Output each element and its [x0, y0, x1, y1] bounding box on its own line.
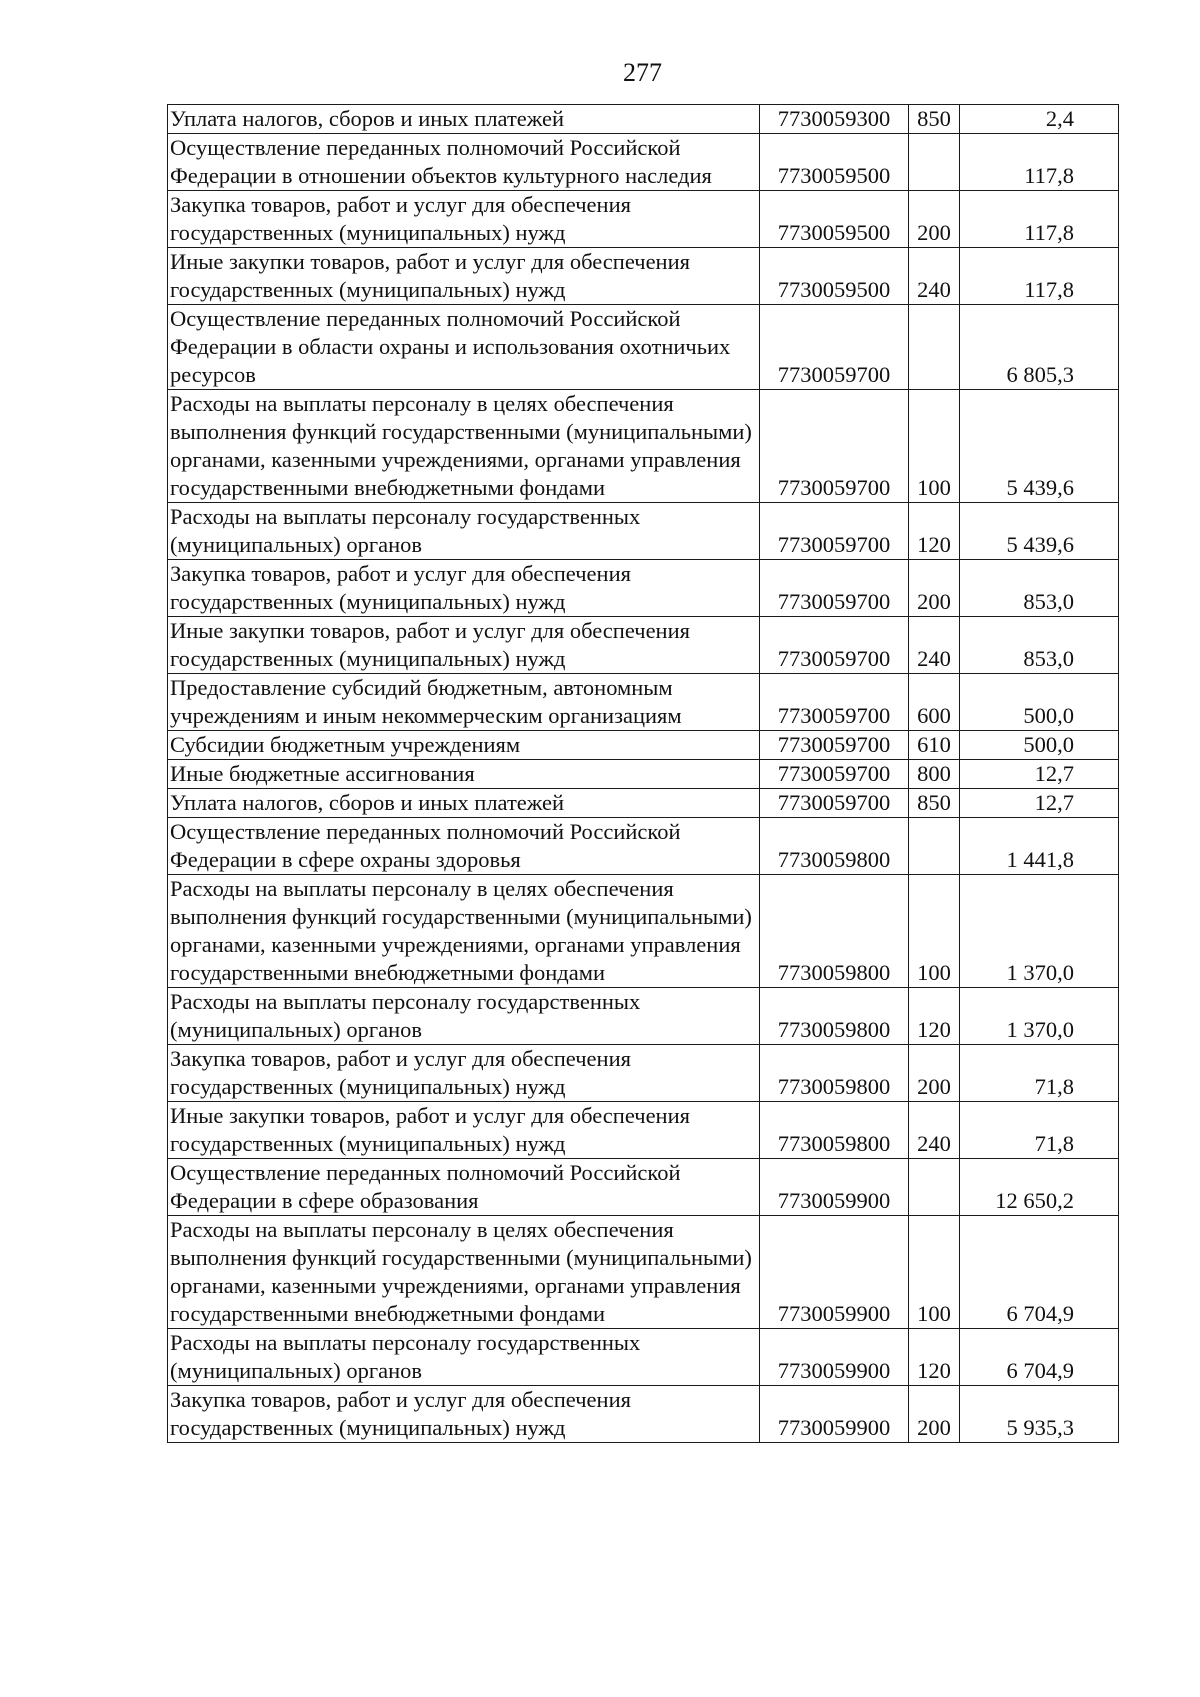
expense-name-cell: Иные бюджетные ассигнования	[168, 760, 760, 789]
table-row	[168, 134, 1119, 191]
expense-name-cell: Расходы на выплаты персоналу государственных (муниципальных) органов	[168, 988, 760, 1045]
table-row	[168, 1045, 1119, 1102]
target-code-cell: 7730059900	[760, 1159, 909, 1216]
table-row	[168, 191, 1119, 248]
amount-cell: 1 370,0	[960, 988, 1119, 1045]
expense-name-cell: Расходы на выплаты персоналу государственных (муниципальных) органов	[168, 1329, 760, 1386]
target-code-cell: 7730059700	[760, 789, 909, 818]
expense-type-cell: 850	[909, 789, 960, 818]
table-row	[168, 818, 1119, 875]
expense-type-cell: 100	[909, 390, 960, 503]
amount-cell: 5 439,6	[960, 503, 1119, 560]
table-row	[168, 1102, 1119, 1159]
target-code-cell: 7730059700	[760, 674, 909, 731]
expense-name-cell: Уплата налогов, сборов и иных платежей	[168, 789, 760, 818]
table-row	[168, 248, 1119, 305]
expense-type-cell: 610	[909, 731, 960, 760]
table-row	[168, 617, 1119, 674]
table-row	[168, 390, 1119, 503]
table-row	[168, 988, 1119, 1045]
expense-name-cell: Закупка товаров, работ и услуг для обеспечения государственных (муниципальных) нужд	[168, 560, 760, 617]
amount-cell: 12,7	[960, 760, 1119, 789]
target-code-cell: 7730059700	[760, 731, 909, 760]
expense-type-cell: 120	[909, 1329, 960, 1386]
expense-name-cell: Расходы на выплаты персоналу в целях обеспечения выполнения функций государственными (муниципальными) органами, казенными учреждениями, органами управления государственными внебюджетными фондами	[168, 875, 760, 988]
budget-table	[167, 104, 1119, 1443]
expense-type-cell	[909, 305, 960, 390]
expense-type-cell	[909, 1159, 960, 1216]
amount-cell: 853,0	[960, 560, 1119, 617]
amount-cell: 117,8	[960, 248, 1119, 305]
amount-cell: 1 441,8	[960, 818, 1119, 875]
expense-type-cell: 850	[909, 105, 960, 134]
expense-name-cell: Предоставление субсидий бюджетным, автономным учреждениям и иным некоммерческим организациям	[168, 674, 760, 731]
target-code-cell: 7730059300	[760, 105, 909, 134]
amount-cell: 6 704,9	[960, 1329, 1119, 1386]
expense-type-cell	[909, 134, 960, 191]
expense-type-cell: 240	[909, 1102, 960, 1159]
target-code-cell: 7730059700	[760, 305, 909, 390]
expense-type-cell: 120	[909, 988, 960, 1045]
expense-type-cell: 240	[909, 248, 960, 305]
amount-cell: 1 370,0	[960, 875, 1119, 988]
target-code-cell: 7730059500	[760, 248, 909, 305]
expense-type-cell: 240	[909, 617, 960, 674]
amount-cell: 71,8	[960, 1102, 1119, 1159]
target-code-cell: 7730059500	[760, 134, 909, 191]
expense-name-cell: Осуществление переданных полномочий Российской Федерации в сфере охраны здоровья	[168, 818, 760, 875]
expense-name-cell: Закупка товаров, работ и услуг для обеспечения государственных (муниципальных) нужд	[168, 1386, 760, 1443]
amount-cell: 12 650,2	[960, 1159, 1119, 1216]
table-row	[168, 1329, 1119, 1386]
expense-name-cell: Расходы на выплаты персоналу в целях обеспечения выполнения функций государственными (муниципальными) органами, казенными учреждениями, органами управления государственными внебюджетными фондами	[168, 1216, 760, 1329]
amount-cell: 6 704,9	[960, 1216, 1119, 1329]
table-row	[168, 789, 1119, 818]
expense-name-cell: Закупка товаров, работ и услуг для обеспечения государственных (муниципальных) нужд	[168, 1045, 760, 1102]
target-code-cell: 7730059900	[760, 1386, 909, 1443]
table-row	[168, 731, 1119, 760]
page-number: 277	[623, 58, 662, 87]
target-code-cell: 7730059500	[760, 191, 909, 248]
expense-type-cell: 800	[909, 760, 960, 789]
amount-cell: 117,8	[960, 191, 1119, 248]
expense-type-cell: 120	[909, 503, 960, 560]
expense-name-cell: Закупка товаров, работ и услуг для обеспечения государственных (муниципальных) нужд	[168, 191, 760, 248]
table-row	[168, 875, 1119, 988]
target-code-cell: 7730059700	[760, 560, 909, 617]
target-code-cell: 7730059900	[760, 1329, 909, 1386]
table-row	[168, 1386, 1119, 1443]
table-row	[168, 560, 1119, 617]
table-row	[168, 760, 1119, 789]
expense-name-cell: Иные закупки товаров, работ и услуг для обеспечения государственных (муниципальных) нужд	[168, 1102, 760, 1159]
table-row	[168, 305, 1119, 390]
amount-cell: 500,0	[960, 674, 1119, 731]
target-code-cell: 7730059900	[760, 1216, 909, 1329]
table-row	[168, 1216, 1119, 1329]
target-code-cell: 7730059700	[760, 503, 909, 560]
target-code-cell: 7730059800	[760, 988, 909, 1045]
target-code-cell: 7730059700	[760, 760, 909, 789]
expense-type-cell: 100	[909, 875, 960, 988]
expense-name-cell: Субсидии бюджетным учреждениям	[168, 731, 760, 760]
amount-cell: 5 935,3	[960, 1386, 1119, 1443]
amount-cell: 6 805,3	[960, 305, 1119, 390]
amount-cell: 853,0	[960, 617, 1119, 674]
amount-cell: 12,7	[960, 789, 1119, 818]
target-code-cell: 7730059700	[760, 390, 909, 503]
target-code-cell: 7730059800	[760, 875, 909, 988]
expense-name-cell: Расходы на выплаты персоналу в целях обеспечения выполнения функций государственными (муниципальными) органами, казенными учреждениями, органами управления государственными внебюджетными фондами	[168, 390, 760, 503]
target-code-cell: 7730059800	[760, 1045, 909, 1102]
table-row	[168, 1159, 1119, 1216]
target-code-cell: 7730059800	[760, 818, 909, 875]
amount-cell: 71,8	[960, 1045, 1119, 1102]
amount-cell: 500,0	[960, 731, 1119, 760]
expense-type-cell: 200	[909, 191, 960, 248]
expense-name-cell: Уплата налогов, сборов и иных платежей	[168, 105, 760, 134]
expense-type-cell	[909, 818, 960, 875]
expense-type-cell: 200	[909, 1045, 960, 1102]
expense-name-cell: Иные закупки товаров, работ и услуг для обеспечения государственных (муниципальных) нужд	[168, 617, 760, 674]
expense-type-cell: 200	[909, 1386, 960, 1443]
expense-name-cell: Осуществление переданных полномочий Российской Федерации в области охраны и использования охотничьих ресурсов	[168, 305, 760, 390]
expense-type-cell: 200	[909, 560, 960, 617]
amount-cell: 5 439,6	[960, 390, 1119, 503]
table-row	[168, 105, 1119, 134]
expense-name-cell: Иные закупки товаров, работ и услуг для обеспечения государственных (муниципальных) нужд	[168, 248, 760, 305]
target-code-cell: 7730059700	[760, 617, 909, 674]
expense-name-cell: Расходы на выплаты персоналу государственных (муниципальных) органов	[168, 503, 760, 560]
expense-type-cell: 600	[909, 674, 960, 731]
expense-name-cell: Осуществление переданных полномочий Российской Федерации в сфере образования	[168, 1159, 760, 1216]
target-code-cell: 7730059800	[760, 1102, 909, 1159]
expense-name-cell: Осуществление переданных полномочий Российской Федерации в отношении объектов культурного наследия	[168, 134, 760, 191]
amount-cell: 117,8	[960, 134, 1119, 191]
expense-type-cell: 100	[909, 1216, 960, 1329]
budget-table-body	[168, 105, 1119, 1443]
amount-cell: 2,4	[960, 105, 1119, 134]
table-row	[168, 503, 1119, 560]
table-row	[168, 674, 1119, 731]
